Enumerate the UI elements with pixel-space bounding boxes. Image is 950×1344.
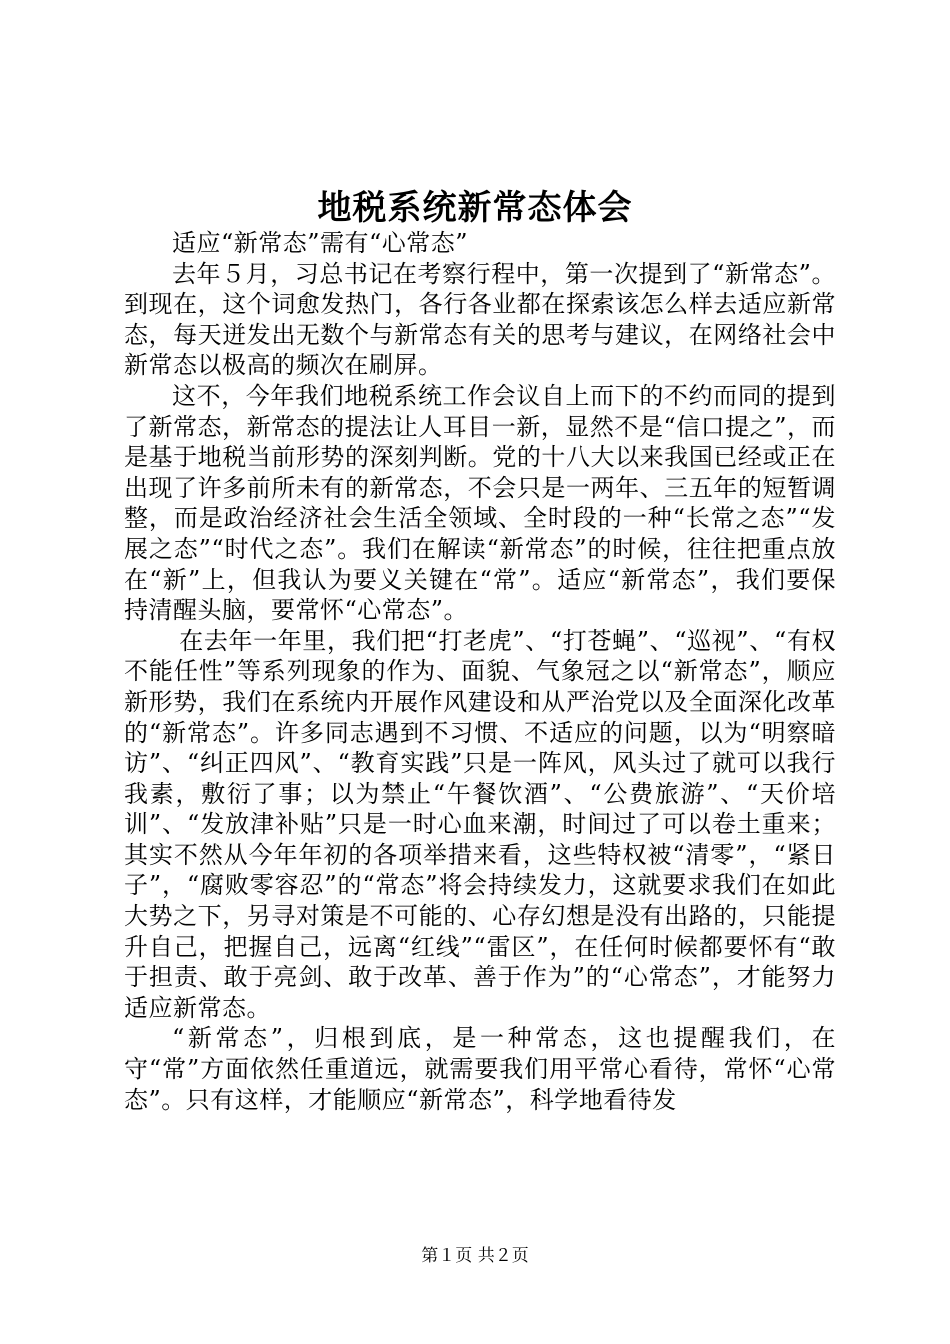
- page-number-footer: 第１页 共２页: [421, 1246, 529, 1266]
- paragraph-2: 这不，今年我们地税系统工作会议自上而下的不约而同的提到了新常态，新常态的提法让人耳目一新，显然不是“信口提之”，而是基于地税当前形势的深刻判断。党的十八大以来我国已经或正在出现了许多前所未有的新常态，不会只是一两年、三五年的短暂调整，而是政治经济社会生活全领域、全时段的一种“长常之态”“发展之态”“时代之态”。我们在解读“新常态”的时候，往往把重点放在“新”上，但我认为要义关键在“常”。适应“新常态”，我们要保持清醒头脑，要常怀“心常态”。: [124, 381, 836, 625]
- document-body: [124, 228, 836, 1115]
- paragraph-1: 去年５月，习总书记在考察行程中，第一次提到了“新常态”。到现在，这个词愈发热门，各行各业都在探索该怎么样去适应新常态，每天迸发出无数个与新常态有关的思考与建议，在网络社会中新常态以极高的频次在刷屏。: [124, 259, 836, 380]
- paragraph-3: 在去年一年里，我们把“打老虎”、“打苍蝇”、“巡视”、“有权不能任性”等系列现象的作为、面貌、气象冠之以“新常态”，顺应新形势，我们在系统内开展作风建设和从严治党以及全面深化改革的“新常态”。许多同志遇到不习惯、不适应的问题，以为“明察暗访”、“纠正四风”、“教育实践”只是一阵风，风头过了就可以我行我素，敷衍了事；以为禁止“午餐饮酒”、“公费旅游”、“天价培训”、“发放津补贴”只是一时心血来潮，时间过了可以卷土重来；其实不然从今年年初的各项举措来看，这些特权被“清零”，“紧日子”，“腐败零容忍”的“常态”将会持续发力，这就要求我们在如此大势之下，另寻对策是不可能的、心存幻想是没有出路的，只能提升自己，把握自己，远离“红线”“雷区”，在任何时候都要怀有“敢于担责、敢于亮剑、敢于改革、善于作为”的“心常态”，才能努力适应新常态。: [124, 626, 836, 1022]
- document-title: 地税系统新常态体会: [317, 188, 633, 228]
- paragraph-4: “新常态”，归根到底，是一种常态，这也提醒我们，在守“常”方面依然任重道远，就需要我们用平常心看待，常怀“心常态”。只有这样，才能顺应“新常态”，科学地看待发: [124, 1024, 836, 1114]
- paragraph-subtitle: 适应“新常态”需有“心常态”: [172, 229, 469, 257]
